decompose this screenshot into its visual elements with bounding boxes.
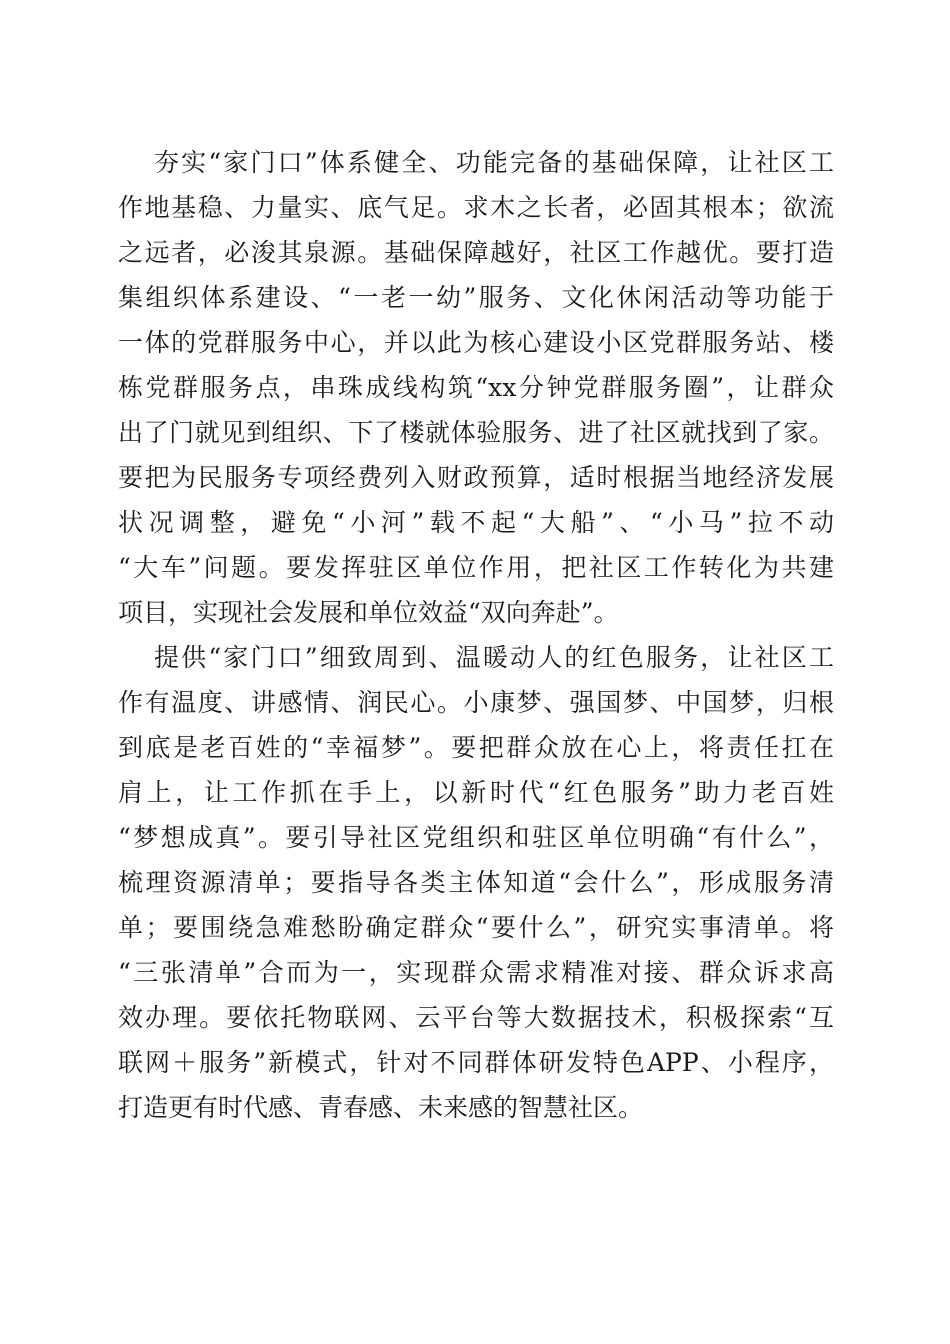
text-line: 联网＋服务”新模式，针对不同群体研发特色APP、小程序， [118, 1048, 834, 1077]
text-line: 状况调整，避免“小河”载不起“大船”、“小马”拉不动 [118, 508, 834, 537]
text-line: “大车”问题。要发挥驻区单位作用，把社区工作转化为共建 [118, 553, 834, 582]
text-line: 出了门就见到组织、下了楼就体验服务、进了社区就找到了家。 [118, 418, 834, 447]
text-line: 到底是老百姓的“幸福梦”。要把群众放在心上，将责任扛在 [118, 733, 834, 762]
text-line: “三张清单”合而为一，实现群众需求精准对接、群众诉求高 [118, 958, 834, 987]
text-line: 提供“家门口”细致周到、温暖动人的红色服务，让社区工 [154, 643, 834, 672]
text-line: 肩上，让工作抓在手上，以新时代“红色服务”助力老百姓 [118, 778, 834, 807]
paragraph-foundation [118, 140, 834, 635]
document-body [118, 140, 834, 1130]
text-line: 单；要围绕急难愁盼确定群众“要什么”，研究实事清单。将 [118, 913, 834, 942]
text-line: 栋党群服务点，串珠成线构筑“xx分钟党群服务圈”，让群众 [118, 373, 834, 402]
text-line: 梳理资源清单；要指导各类主体知道“会什么”，形成服务清 [118, 868, 834, 897]
text-line: 夯实“家门口”体系健全、功能完备的基础保障，让社区工 [154, 148, 834, 177]
text-line: 效办理。要依托物联网、云平台等大数据技术，积极探索“互 [118, 1003, 834, 1032]
text-line: 之远者，必浚其泉源。基础保障越好，社区工作越优。要打造 [118, 238, 834, 267]
text-line: 要把为民服务专项经费列入财政预算，适时根据当地经济发展 [118, 463, 834, 492]
text-line: 作地基稳、力量实、底气足。求木之长者，必固其根本；欲流 [118, 193, 834, 222]
text-line: 打造更有时代感、青春感、未来感的智慧社区。 [118, 1093, 644, 1122]
text-line: “梦想成真”。要引导社区党组织和驻区单位明确“有什么”， [118, 823, 834, 852]
text-line: 项目，实现社会发展和单位效益“双向奔赴”。 [118, 598, 619, 627]
text-line: 集组织体系建设、“一老一幼”服务、文化休闲活动等功能于 [118, 283, 834, 312]
text-line: 一体的党群服务中心，并以此为核心建设小区党群服务站、楼 [118, 328, 834, 357]
text-line: 作有温度、讲感情、润民心。小康梦、强国梦、中国梦，归根 [118, 688, 834, 717]
paragraph-red-service [118, 635, 834, 1130]
